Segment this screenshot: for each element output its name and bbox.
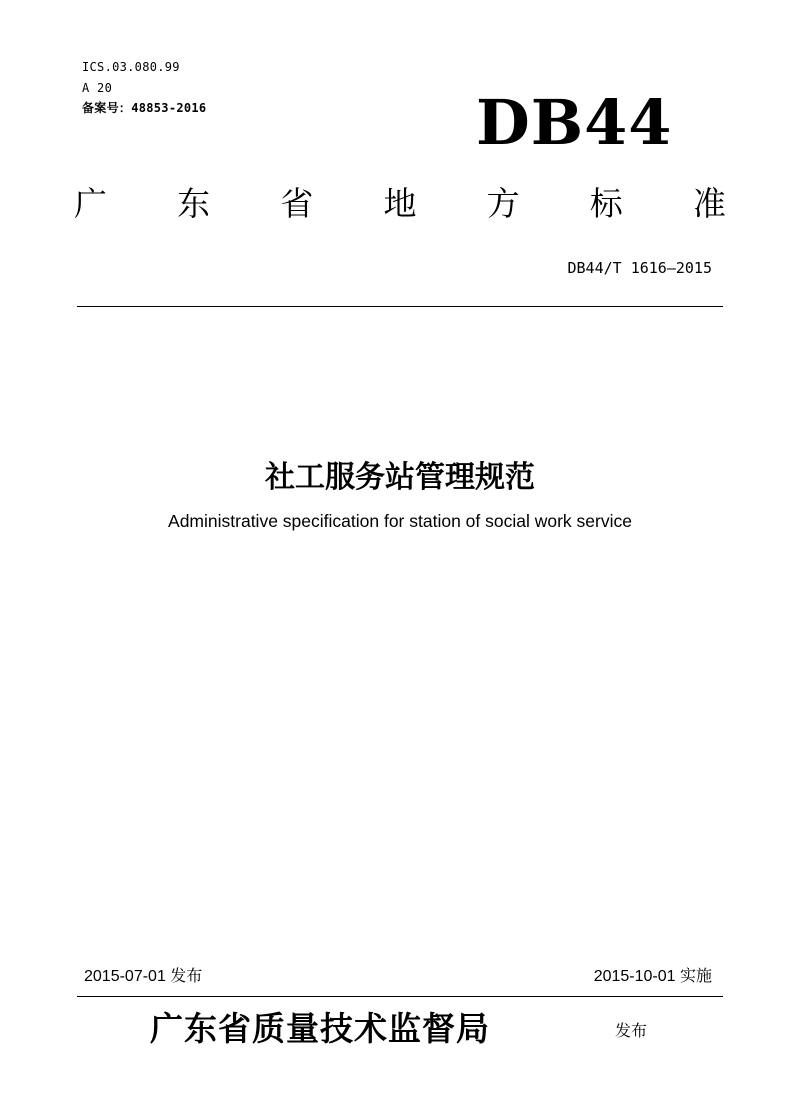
standard-number: DB44/T 1616—2015 bbox=[567, 259, 712, 277]
category-code: A 20 bbox=[82, 81, 113, 95]
standard-type-char: 标 bbox=[589, 184, 623, 223]
ics-number: ICS.03.080.99 bbox=[82, 60, 180, 74]
issue-date: 2015-07-01 发布 bbox=[84, 968, 203, 985]
document-title-cn: 社工服务站管理规范 bbox=[265, 460, 535, 495]
standard-type-char: 方 bbox=[486, 184, 520, 223]
issuing-authority-suffix: 发布 bbox=[615, 1021, 648, 1040]
standard-type-char: 广 bbox=[74, 184, 107, 223]
standard-type-char: 地 bbox=[383, 184, 417, 223]
bottom-divider bbox=[77, 996, 723, 997]
issuing-authority: 广东省质量技术监督局 bbox=[150, 1009, 490, 1048]
standard-type-char: 准 bbox=[692, 184, 726, 223]
standard-type-heading bbox=[74, 182, 726, 226]
document-title-en: Administrative specification for station of social work service bbox=[168, 511, 632, 531]
implementation-date: 2015-10-01 实施 bbox=[593, 968, 712, 985]
standard-type-char: 省 bbox=[280, 184, 314, 223]
standard-type-char: 东 bbox=[177, 184, 211, 223]
standard-code: DB44 bbox=[476, 86, 673, 159]
record-number: 备案号：48853-2016 bbox=[82, 101, 207, 115]
top-divider bbox=[77, 306, 723, 307]
